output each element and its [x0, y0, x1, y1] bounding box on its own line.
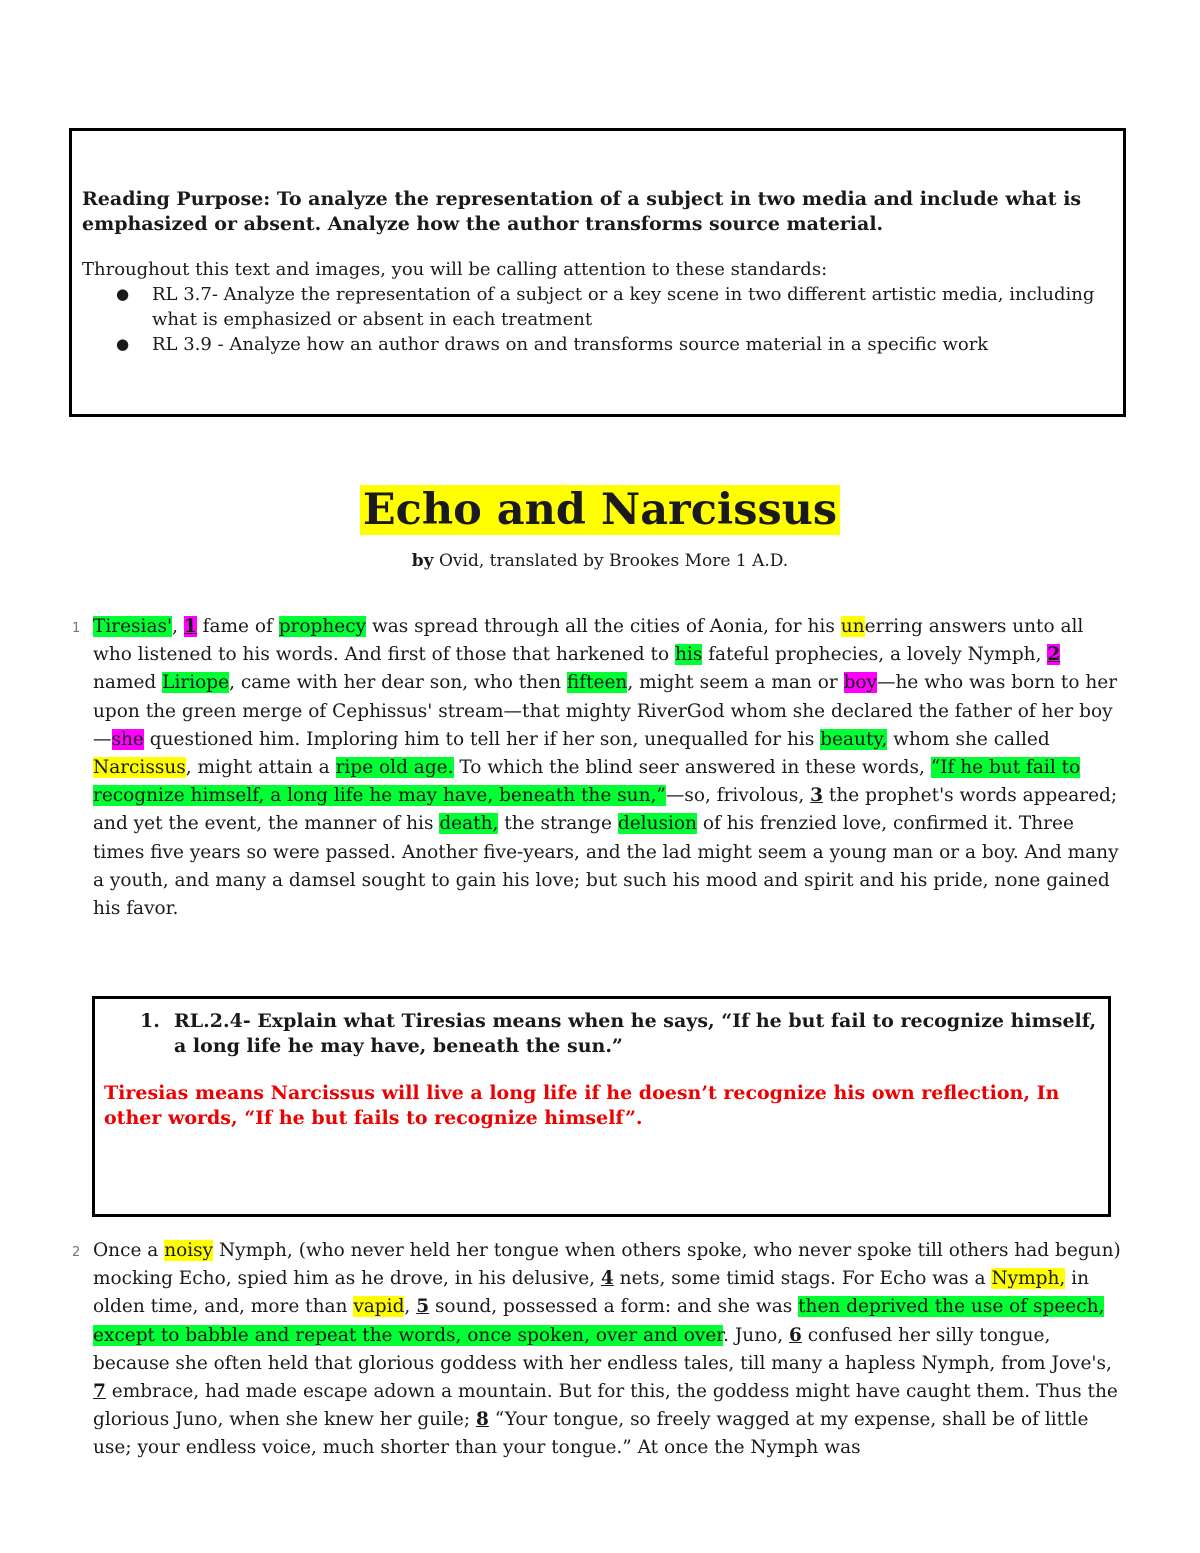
annotation-number: 3	[810, 785, 824, 807]
text-segment: —so, frivolous,	[665, 785, 811, 807]
text-segment: Nymph,	[991, 1268, 1066, 1290]
paragraph-number: 2	[72, 1245, 81, 1260]
text-segment: confused her silly tongue, because she often held that glorious goddess with her endless tales, till many a hapless Nymph, from Jove's,	[93, 1324, 1112, 1374]
text-segment: delusion	[617, 813, 697, 835]
standard-item: ● RL 3.9 - Analyze how an author draws on and transforms source material in a specific work	[116, 334, 989, 355]
annotation-number: 4	[600, 1268, 614, 1290]
text-segment: “If he but fail to recognize himself, a long life he may have, beneath the sun,”	[93, 757, 1081, 807]
reading-purpose-box	[69, 128, 1126, 417]
question-number: 1.	[140, 1010, 160, 1032]
standards-intro: Throughout this text and images, you will be calling attention to these standards:	[82, 259, 828, 280]
bullet-icon: ●	[116, 335, 130, 353]
text-segment: vapid	[353, 1296, 405, 1318]
paragraph-number: 1	[72, 621, 81, 636]
text-segment: “Your tongue, so freely wagged at my expense, shall be of little use; your endless voice, much shorter than your tongue.” At once the Nymph was	[93, 1409, 1089, 1459]
annotation-number: 7	[93, 1381, 106, 1403]
annotation-number: 1	[183, 616, 197, 637]
text-segment: fateful prophecies, a lovely Nymph,	[702, 644, 1048, 666]
text-segment: the strange	[498, 813, 618, 835]
text-segment: ,	[172, 616, 184, 637]
text-segment: named	[93, 672, 163, 694]
text-segment: prophecy	[278, 616, 367, 637]
paragraph-1	[72, 613, 1123, 923]
standard-item: ● RL 3.7- Analyze the representation of a subject or a key scene in two different artistic media, including what is emphasized or absent in each treatment	[116, 284, 1095, 330]
annotation-number: 5	[416, 1296, 430, 1318]
text-segment: death,	[439, 813, 499, 835]
text-segment: except to babble and repeat the words, once spoken, over and over	[93, 1324, 724, 1346]
text-segment: , came with her dear son, who then	[229, 672, 567, 694]
standards-list	[82, 282, 1111, 357]
page-title: Echo and Narcissus	[0, 482, 1200, 538]
text-segment: —he who was born to her upon the green merge of Cephissus' stream—that mighty RiverGod whom she declared the father of her boy—	[93, 672, 1118, 750]
text-segment: she	[111, 728, 144, 750]
text-segment: , might attain a	[185, 757, 336, 779]
text-segment: embrace, had made escape adown a mountain. But for this, the goddess might have caught them. Thus the glorious Juno, when she knew her guile;	[93, 1381, 1118, 1431]
text-segment: . Juno,	[723, 1324, 790, 1346]
text-segment: To which the blind seer answered in these words,	[453, 757, 931, 779]
text-segment: in olden time, and, more than	[93, 1268, 1090, 1318]
text-segment: his	[674, 644, 703, 666]
annotation-number: 6	[789, 1324, 802, 1346]
text-segment: was spread through all the cities of Aonia, for his	[366, 616, 841, 637]
text-segment: the prophet's words appeared; and yet the event, the manner of his	[93, 785, 1118, 835]
byline: by Ovid, translated by Brookes More 1 A.D.	[411, 551, 789, 571]
text-segment: erring answers unto all who listened to his words. And first of those that harkened to	[93, 616, 1084, 666]
annotation-number: 2	[1047, 644, 1061, 666]
question-prompt: 1. RL.2.4- Explain what Tiresias means when he says, “If he but fail to recognize himself, a long life he may have, beneath the sun.”	[140, 1010, 1097, 1057]
bullet-icon: ●	[116, 285, 130, 303]
text-segment: Narcissus	[93, 757, 186, 779]
text-segment: beauty,	[820, 728, 888, 750]
answer-text: Tiresias means Narcissus will live a long life if he doesn’t recognize his own reflection, In other words, “If he but fails to recognize himself”.	[104, 1082, 1060, 1129]
text-segment: questioned him. Imploring him to tell her if her son, unequalled for his	[143, 728, 821, 750]
text-segment: of his frenzied love, confirmed it. Three times five years so were passed. Another five-years, and the lad might seem a young man or a boy. And many a youth, and many a damsel sought to gain his love; but such his mood and spirit and his pride, none gained his favor.	[93, 813, 1119, 920]
text-segment: fifteen	[566, 672, 628, 694]
text-segment: sound, possessed a form: and she was	[429, 1296, 799, 1318]
text-segment: un	[840, 616, 865, 637]
paragraph-2	[72, 1237, 1123, 1463]
text-segment: ripe old age.	[335, 757, 454, 779]
text-segment: boy	[843, 672, 878, 694]
text-segment: Tiresias'	[93, 616, 173, 637]
text-segment: ,	[404, 1296, 417, 1318]
text-segment: noisy	[164, 1240, 214, 1261]
reading-purpose: Reading Purpose: To analyze the representation of a subject in two media and include what is emphasized or absent. Analyze how the author transforms source material.	[82, 188, 1082, 235]
text-segment: whom she called	[887, 728, 1050, 750]
annotation-number: 8	[476, 1409, 489, 1431]
text-segment: Once a	[93, 1240, 165, 1261]
text-segment: Liriope	[162, 672, 230, 694]
text-segment: , might seem a man or	[627, 672, 844, 694]
text-segment: then deprived the use of speech,	[798, 1296, 1105, 1318]
text-segment: Nymph, (who never held her tongue when others spoke, who never spoke till others had begun) mocking Echo, spied him as he drove, in his delusive,	[93, 1240, 1121, 1290]
text-segment: fame of	[196, 616, 279, 637]
question-box	[92, 996, 1111, 1217]
text-segment: nets, some timid stags. For Echo was a	[613, 1268, 992, 1290]
